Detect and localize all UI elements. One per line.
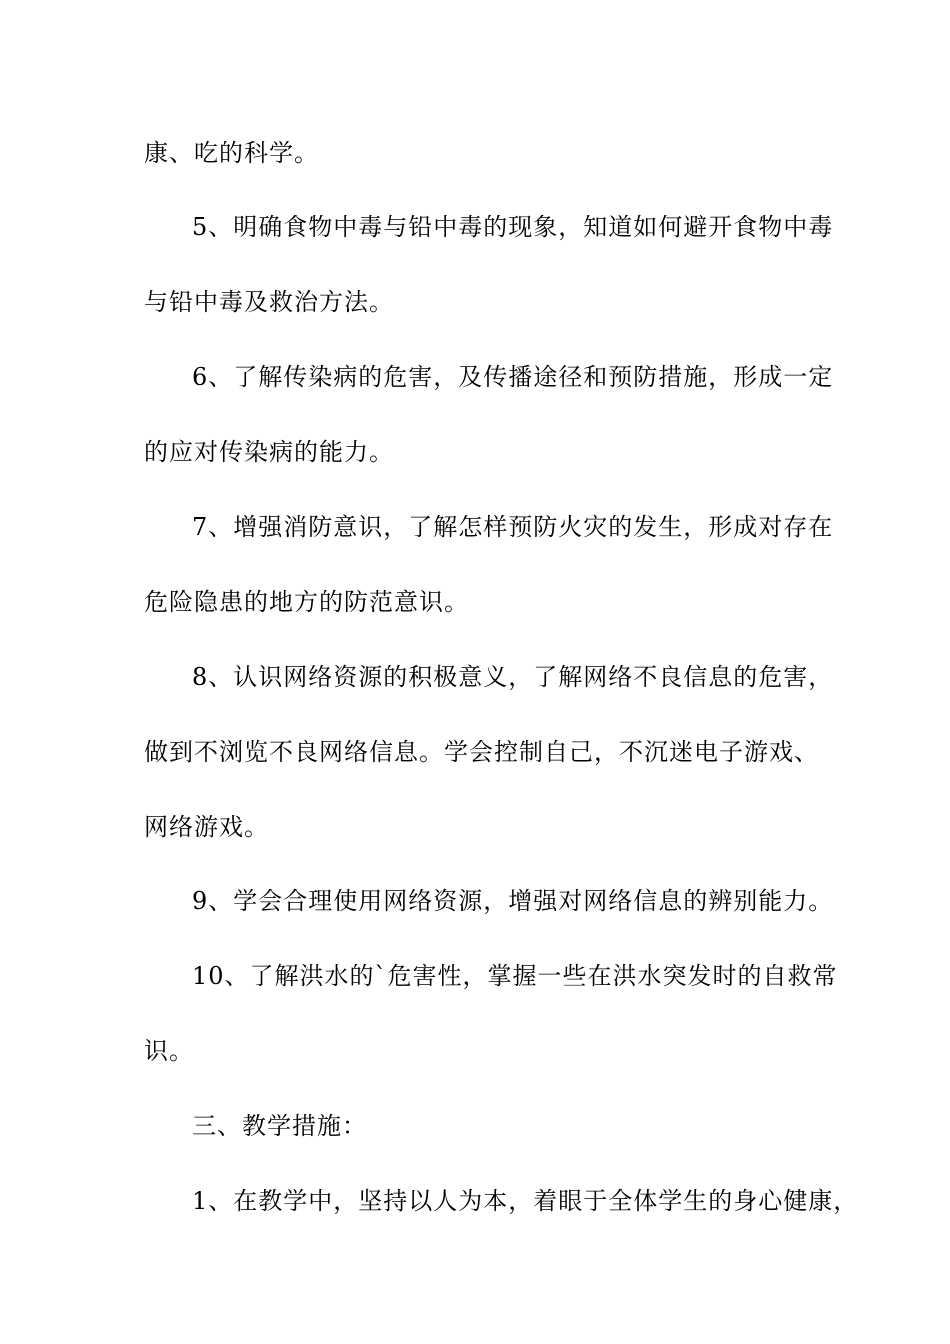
list-item-9-line-1: 9、学会合理使用网络资源，增强对网络信息的辨别能力。: [192, 887, 834, 915]
list-item-8-line-1: 8、认识网络资源的积极意义，了解网络不良信息的危害，: [192, 663, 834, 691]
list-item-10-line-2: 识。: [144, 1037, 194, 1065]
list-item-8-line-3: 网络游戏。: [144, 813, 269, 841]
list-item-5-line-1: 5、明确食物中毒与铅中毒的现象，知道如何避开食物中毒: [192, 213, 834, 241]
list-item-8-line-2: 做到不浏览不良网络信息。学会控制自己，不沉迷电子游戏、: [144, 738, 819, 766]
list-item-7-line-2: 危险隐患的地方的防范意识。: [144, 588, 469, 616]
list-item-6-line-2: 的应对传染病的能力。: [144, 438, 394, 466]
text-line: 康、吃的科学。: [144, 139, 319, 167]
section-heading: 三、教学措施：: [192, 1112, 367, 1140]
list-item-5-line-2: 与铅中毒及救治方法。: [144, 288, 394, 316]
list-item-10-line-1: 10、了解洪水的`危害性，掌握一些在洪水突发时的自救常: [192, 962, 838, 990]
list-item-7-line-1: 7、增强消防意识，了解怎样预防火灾的发生，形成对存在: [192, 513, 834, 541]
list-item-6-line-1: 6、了解传染病的危害，及传播途径和预防措施，形成一定: [192, 363, 834, 391]
measure-item-1-line-1: 1、在教学中，坚持以人为本，着眼于全体学生的身心健康，: [192, 1187, 859, 1215]
